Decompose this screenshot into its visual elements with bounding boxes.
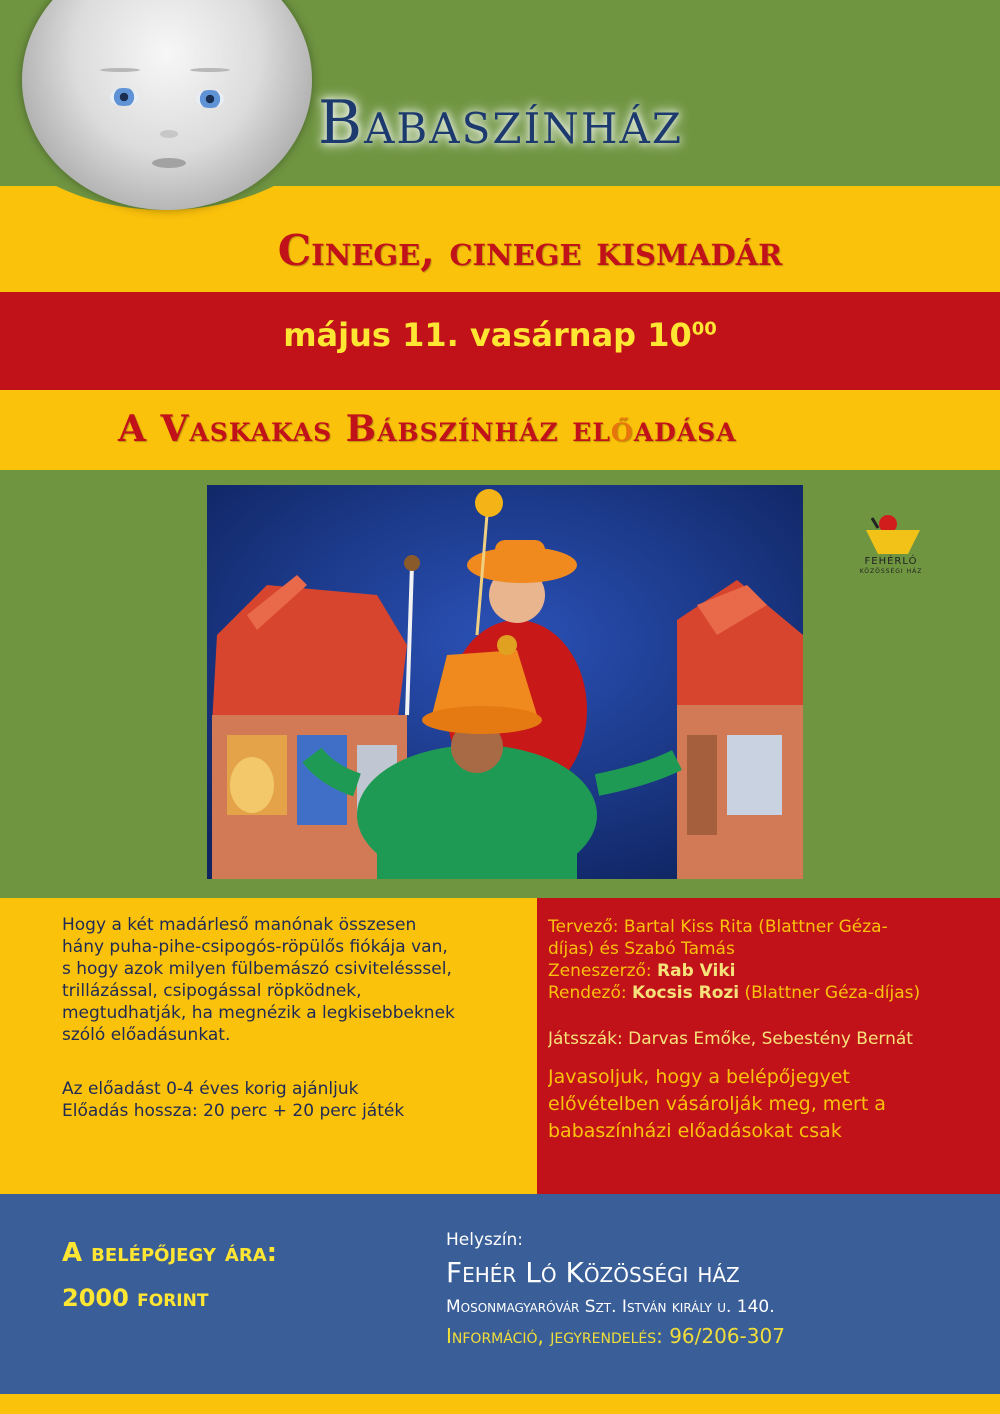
baby-eye-left xyxy=(110,88,138,106)
advice-line: babaszínházi előadásokat csak xyxy=(548,1120,842,1142)
description-line: szóló előadásunkat. xyxy=(62,1025,231,1045)
director-note: (Blattner Géza-díjas) xyxy=(744,983,921,1003)
baby-brow-right xyxy=(190,68,230,72)
venue-name: Fehér Ló Közösségi ház xyxy=(446,1256,740,1289)
performer-subtitle xyxy=(118,408,737,450)
stage-photo xyxy=(207,485,803,879)
stage-photo-illustration xyxy=(207,485,803,879)
description-line: s hogy azok milyen fülbemászó csivitelésssel, xyxy=(62,959,452,979)
logo-subtitle: KÖZÖSSÉGI HÁZ xyxy=(859,568,923,575)
event-date xyxy=(0,316,1000,354)
venue-address: Mosonmagyaróvár Szt. István király u. 140. xyxy=(446,1297,775,1317)
composer-line xyxy=(548,960,993,982)
subtitle-suffix: adása xyxy=(633,408,737,450)
feherlo-logo-mark xyxy=(858,508,928,558)
venue-info: Információ, jegyrendelés: 96/206-307 xyxy=(446,1324,785,1348)
ticket-price xyxy=(62,1284,208,1312)
venue-label: Helyszín: xyxy=(446,1230,524,1250)
ticket-currency: forint xyxy=(137,1284,209,1312)
director-line xyxy=(548,982,993,1004)
baby-nose xyxy=(160,130,178,138)
baby-mouth xyxy=(152,158,186,168)
event-date-text: május 11. vasárnap 10 xyxy=(283,316,692,354)
advice-line: Javasoljuk, hogy a belépőjegyet xyxy=(548,1066,850,1088)
page-title: Babaszínház xyxy=(318,88,684,158)
performance-duration: Előadás hossza: 20 perc + 20 perc játék xyxy=(62,1101,405,1121)
event-time-minutes: 00 xyxy=(691,318,717,340)
composer-label: Zeneszerző: xyxy=(548,961,652,981)
description-text xyxy=(62,914,532,1122)
ticket-price-value: 2000 xyxy=(62,1284,129,1312)
cast-label: Játsszák: xyxy=(548,1029,623,1049)
age-recommendation: Az előadást 0-4 éves korig ajánljuk xyxy=(62,1079,359,1099)
baby-brow-left xyxy=(100,68,140,72)
description-line: hány puha-pihe-csipogós-röpülős fiókája van, xyxy=(62,937,448,957)
subtitle-o: ő xyxy=(610,408,634,450)
composer-value: Rab Viki xyxy=(657,961,736,981)
designer-label: Tervező: xyxy=(548,917,619,937)
description-line: megtudhatják, ha megnézik a legkisebbeknek xyxy=(62,1003,455,1023)
spacer xyxy=(548,1004,993,1028)
logo-name: FEHÉRLÓ xyxy=(864,556,918,567)
director-value: Kocsis Rozi xyxy=(632,983,740,1003)
spacer xyxy=(548,1050,993,1064)
ticket-label: A belépőjegy ára: xyxy=(62,1238,278,1268)
director-label: Rendező: xyxy=(548,983,627,1003)
spacer xyxy=(62,1046,532,1078)
description-line: trillázással, csipogással röpködnek, xyxy=(62,981,362,1001)
designer-line-2: díjas) és Szabó Tamás xyxy=(548,939,735,959)
footer-band xyxy=(0,1394,1000,1414)
play-title: Cinege, cinege kismadár xyxy=(277,226,783,275)
subtitle-prefix: A Vaskakas Bábszínház el xyxy=(118,408,611,450)
advice-line: elővételben vásárolják meg, mert a xyxy=(548,1093,886,1115)
designer-line xyxy=(548,916,993,938)
credits-text xyxy=(548,916,993,1188)
description-line: Hogy a két madárleső manónak összesen xyxy=(62,915,417,935)
cast-line xyxy=(548,1028,993,1050)
cast-value: Darvas Emőke, Sebestény Bernát xyxy=(628,1029,913,1049)
baby-eye-right xyxy=(196,90,224,108)
designer-value: Bartal Kiss Rita (Blattner Géza- xyxy=(623,917,888,937)
